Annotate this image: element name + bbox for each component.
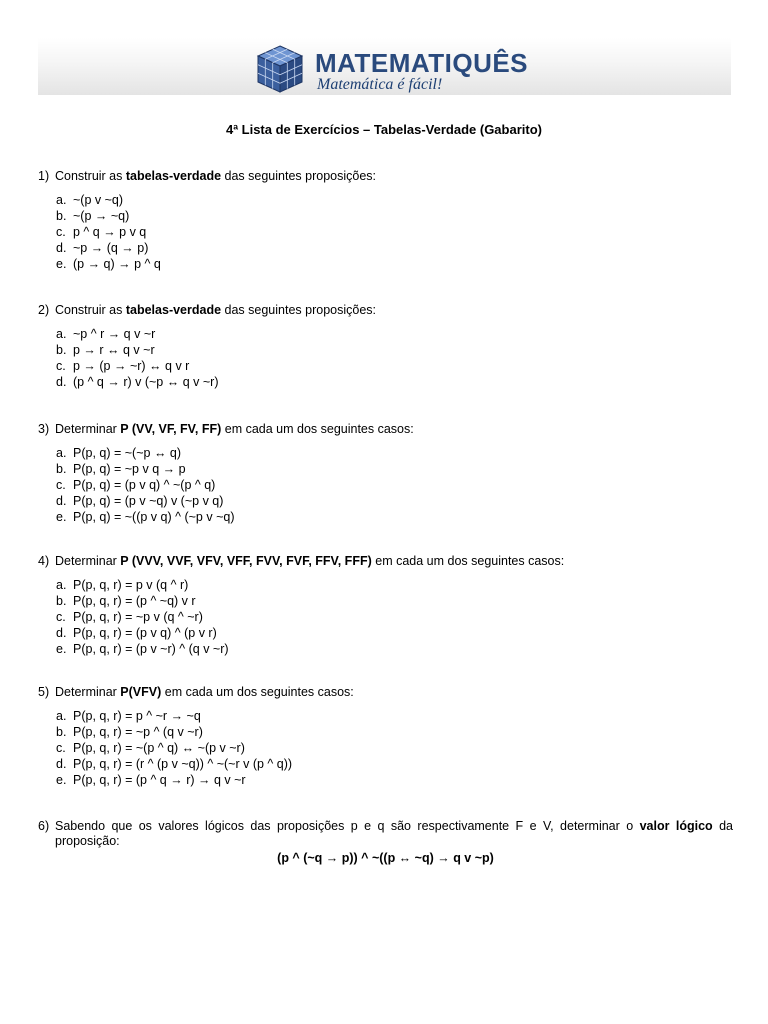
item-letter: d. (56, 626, 67, 640)
item-text: P(p, q, r) = p v (q ^ r) (73, 578, 189, 592)
question-1 (38, 169, 733, 272)
question-text-pre: Determinar (55, 422, 121, 436)
item-text: P(p, q, r) = ~p v (q ^ ~r) (73, 610, 203, 624)
list-item (56, 374, 733, 390)
question-number: 2) (38, 303, 50, 317)
question-text (55, 685, 733, 700)
list-item (56, 609, 733, 625)
item-letter: e. (56, 642, 67, 656)
item-text: (p ^ q → r) v (~p ↔ q v ~r) (73, 375, 219, 389)
item-letter: b. (56, 725, 67, 739)
logo-title: MATEMATIQUÊS (315, 48, 529, 78)
question-text-post: em cada um dos seguintes casos: (221, 422, 414, 436)
item-letter: a. (56, 193, 67, 207)
list-item (56, 208, 733, 224)
item-letter: e. (56, 257, 67, 271)
question-text (55, 169, 733, 184)
list-item (56, 509, 733, 525)
item-letter: d. (56, 241, 67, 255)
item-letter: b. (56, 462, 67, 476)
list-item (56, 493, 733, 509)
item-text: P(p, q, r) = (p v q) ^ (p v r) (73, 626, 217, 640)
item-list (56, 445, 733, 525)
item-letter: c. (56, 359, 66, 373)
question-2 (38, 303, 733, 390)
item-letter: e. (56, 773, 67, 787)
item-letter: d. (56, 494, 67, 508)
question-text-post: das seguintes proposições: (221, 303, 377, 317)
item-letter: b. (56, 343, 67, 357)
item-list (56, 192, 733, 272)
logo-subtitle: Matemática é fácil! (317, 76, 443, 93)
question-text (55, 819, 733, 849)
question-text-bold: P(VFV) (120, 685, 162, 699)
item-letter: c. (56, 225, 66, 239)
item-list (56, 326, 733, 390)
item-letter: b. (56, 594, 67, 608)
question-5 (38, 685, 733, 788)
item-text: P(p, q) = ~p v q → p (73, 462, 186, 476)
list-item (56, 342, 733, 358)
question-text-post: da proposição: (55, 819, 734, 848)
question-text-bold: tabelas-verdade (125, 169, 222, 183)
list-item (56, 708, 733, 724)
item-text: P(p, q, r) = (p ^ q → r) → q v ~r (73, 773, 246, 787)
item-text: ~p ^ r → q v ~r (73, 327, 156, 341)
question-3 (38, 422, 733, 525)
question-number: 1) (38, 169, 50, 183)
item-list (56, 708, 733, 788)
item-text: p ^ q → p v q (73, 225, 147, 239)
item-text: p → r ↔ q v ~r (73, 343, 155, 357)
matematiques-logo (255, 44, 535, 96)
item-letter: c. (56, 610, 66, 624)
question-text-pre: Construir as (55, 303, 126, 317)
document-title: 4ª Lista de Exercícios – Tabelas-Verdade (Gabarito) (226, 122, 542, 137)
item-text: (p → q) → p ^ q (73, 257, 161, 271)
item-letter: d. (56, 375, 67, 389)
item-text: P(p, q, r) = ~p ^ (q v ~r) (73, 725, 203, 739)
list-item (56, 577, 733, 593)
question-text (55, 554, 733, 569)
question-text-bold: valor lógico (639, 819, 713, 833)
question-text (55, 422, 733, 437)
list-item (56, 240, 733, 256)
question-text-pre: Determinar (55, 685, 121, 699)
item-letter: a. (56, 327, 67, 341)
question-number: 4) (38, 554, 50, 568)
item-text: P(p, q) = (p v ~q) v (~p v q) (73, 494, 224, 508)
item-list (56, 577, 733, 657)
question-text-bold: tabelas-verdade (125, 303, 222, 317)
list-item (56, 756, 733, 772)
item-letter: c. (56, 741, 66, 755)
item-text: P(p, q, r) = p ^ ~r → ~q (73, 709, 201, 723)
item-letter: a. (56, 446, 67, 460)
question-number: 3) (38, 422, 50, 436)
item-text: P(p, q, r) = (r ^ (p v ~q)) ^ ~(~r v (p ^ q)) (73, 757, 293, 771)
question-number: 6) (38, 819, 50, 833)
item-letter: c. (56, 478, 66, 492)
question-text-post: em cada um dos seguintes casos: (371, 554, 565, 568)
item-letter: a. (56, 709, 67, 723)
rubik-cube-icon (255, 44, 305, 94)
list-item (56, 358, 733, 374)
item-letter: b. (56, 209, 67, 223)
item-text: P(p, q, r) = (p v ~r) ^ (q v ~r) (73, 642, 229, 656)
list-item (56, 625, 733, 641)
item-text: ~(p → ~q) (73, 209, 130, 223)
list-item (56, 593, 733, 609)
question-text-pre: Determinar (55, 554, 121, 568)
item-text: P(p, q, r) = ~(p ^ q) ↔ ~(p v ~r) (73, 741, 245, 755)
question-6 (38, 819, 733, 866)
question-text-pre: Sabendo que os valores lógicos das proposições p e q são respectivamente F e V, determinar o (55, 819, 640, 833)
item-text: P(p, q) = ~(~p ↔ q) (73, 446, 182, 460)
list-item (56, 477, 733, 493)
list-item (56, 445, 733, 461)
list-item (56, 724, 733, 740)
item-text: p → (p → ~r) ↔ q v r (73, 359, 190, 373)
list-item (56, 461, 733, 477)
list-item (56, 740, 733, 756)
question-text-pre: Construir as (55, 169, 126, 183)
list-item (56, 641, 733, 657)
item-text: P(p, q) = (p v q) ^ ~(p ^ q) (73, 478, 216, 492)
item-text: ~p → (q → p) (73, 241, 149, 255)
question-number: 5) (38, 685, 50, 699)
item-letter: e. (56, 510, 67, 524)
proposition-expression: (p ^ (~q → p)) ^ ~((p ↔ ~q) → q v ~p) (277, 851, 494, 865)
item-letter: d. (56, 757, 67, 771)
question-text-bold: P (VVV, VVF, VFV, VFF, FVV, FVF, FFV, FFF) (120, 554, 372, 568)
list-item (56, 326, 733, 342)
item-text: P(p, q) = ~((p v q) ^ (~p v ~q) (73, 510, 235, 524)
question-text-bold: P (VV, VF, FV, FF) (120, 422, 222, 436)
item-text: ~(p v ~q) (73, 193, 124, 207)
question-4 (38, 554, 733, 657)
list-item (56, 192, 733, 208)
item-text: P(p, q, r) = (p ^ ~q) v r (73, 594, 196, 608)
item-letter: a. (56, 578, 67, 592)
list-item (56, 224, 733, 240)
question-text (55, 303, 733, 318)
list-item (56, 256, 733, 272)
question-text-post: em cada um dos seguintes casos: (161, 685, 354, 699)
list-item (56, 772, 733, 788)
question-text-post: das seguintes proposições: (221, 169, 377, 183)
